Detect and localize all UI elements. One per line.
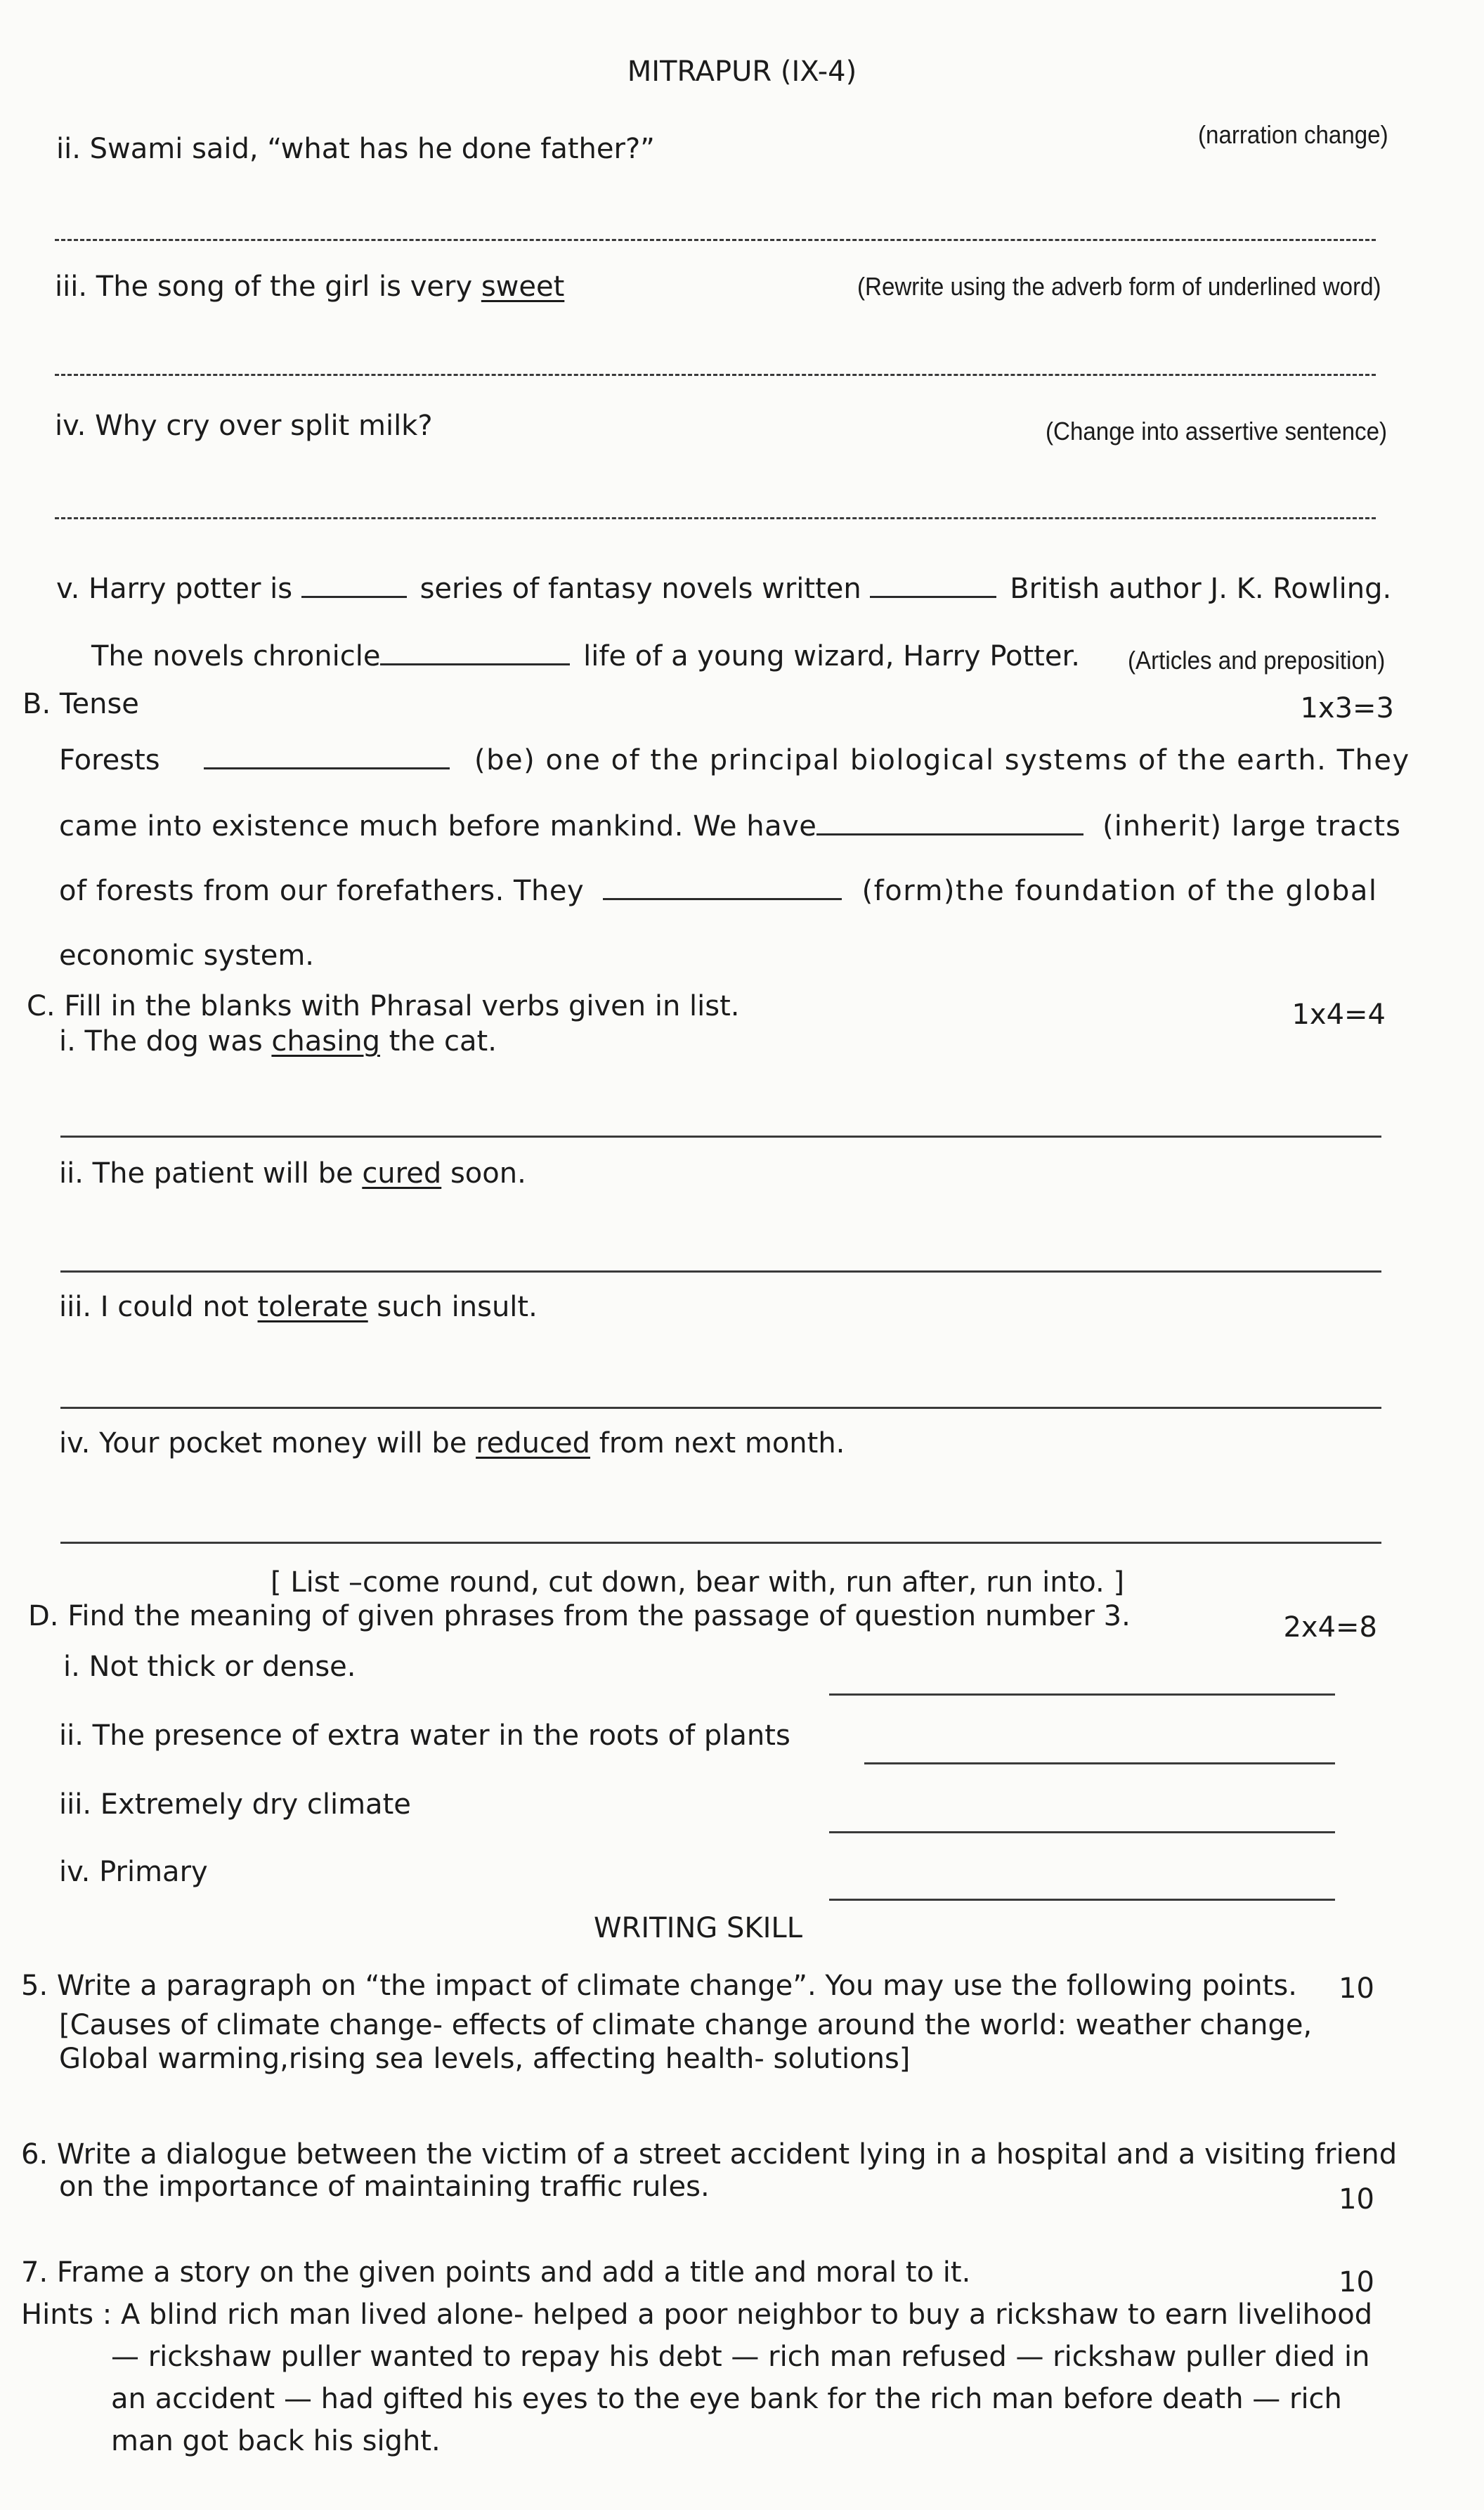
phrasal-item-2: ii. The patient will be cured soon. xyxy=(59,1157,526,1190)
question-a-iii: iii. The song of the girl is very sweet xyxy=(55,271,565,303)
writing-q5-line3: Global warming,rising sea levels, affecting health- solutions] xyxy=(59,2043,911,2075)
writing-skill-heading: WRITING SKILL xyxy=(594,1912,802,1944)
underlined-word: sweet xyxy=(481,271,565,303)
phrasal-item-3: iii. I could not tolerate such insult. xyxy=(59,1291,538,1323)
blank-tense-inherit[interactable] xyxy=(816,812,1083,835)
writing-q7-line3: — rickshaw puller wanted to repay his debt — rich man refused — rickshaw puller died in xyxy=(111,2341,1370,2373)
answer-line-c-ii[interactable] xyxy=(60,1270,1381,1273)
blank-article-2[interactable] xyxy=(380,642,570,665)
instruction-adverb: (Rewrite using the adverb form of underlined word) xyxy=(857,272,1381,301)
meaning-answer-2[interactable] xyxy=(864,1762,1335,1764)
writing-q7-line1: 7. Frame a story on the given points and add a title and moral to it. xyxy=(21,2256,971,2289)
writing-q7-line4: an accident — had gifted his eyes to the eye bank for the rich man before death — rich xyxy=(111,2383,1342,2415)
writing-q5-line2: [Causes of climate change- effects of climate change around the world: weather change, xyxy=(59,2009,1313,2041)
instruction-narration: (narration change) xyxy=(1198,120,1388,149)
answer-line-c-iii[interactable] xyxy=(60,1407,1381,1409)
writing-q5-marks: 10 xyxy=(1339,1972,1374,2005)
answer-line-c-i[interactable] xyxy=(60,1136,1381,1138)
meaning-item-1: i. Not thick or dense. xyxy=(63,1651,356,1683)
meaning-answer-4[interactable] xyxy=(829,1899,1335,1901)
section-d-heading: D. Find the meaning of given phrases from the passage of question number 3. xyxy=(28,1600,1131,1632)
phrasal-item-1: i. The dog was chasing the cat. xyxy=(59,1025,497,1058)
meaning-answer-1[interactable] xyxy=(829,1693,1335,1696)
writing-q6-marks: 10 xyxy=(1339,2183,1374,2216)
section-b-heading: B. Tense xyxy=(22,688,139,720)
writing-q7-marks: 10 xyxy=(1339,2266,1374,2298)
question-a-v-line2: The novels chronicle life of a young wizard, Harry Potter. xyxy=(91,640,1080,672)
question-a-ii: ii. Swami said, “what has he done father?” xyxy=(56,133,655,165)
tense-line-4: economic system. xyxy=(59,939,315,972)
section-d-marks: 2x4=8 xyxy=(1283,1611,1377,1644)
blank-tense-form[interactable] xyxy=(603,877,842,900)
instruction-assertive: (Change into assertive sentence) xyxy=(1046,417,1388,446)
meaning-answer-3[interactable] xyxy=(829,1831,1335,1833)
meaning-item-3: iii. Extremely dry climate xyxy=(59,1788,411,1821)
meaning-item-2: ii. The presence of extra water in the roots of plants xyxy=(59,1719,790,1752)
blank-preposition-1[interactable] xyxy=(870,575,996,598)
writing-q7-hints: Hints : A blind rich man lived alone- helped a poor neighbor to buy a rickshaw to earn livelihood xyxy=(21,2298,1373,2331)
answer-line-a-iv[interactable] xyxy=(55,517,1376,519)
answer-line-a-iii[interactable] xyxy=(55,374,1376,376)
page-title: MITRAPUR (IX-4) xyxy=(627,56,857,88)
question-a-iv: iv. Why cry over split milk? xyxy=(55,410,433,442)
answer-line-c-iv[interactable] xyxy=(60,1542,1381,1544)
instruction-articles: (Articles and preposition) xyxy=(1128,646,1386,675)
section-c-heading: C. Fill in the blanks with Phrasal verbs given in list. xyxy=(27,990,740,1022)
question-a-v-line1: v. Harry potter is series of fantasy novels written British author J. K. Rowling. xyxy=(56,573,1392,605)
phrasal-verb-list: [ List –come round, cut down, bear with, run after, run into. ] xyxy=(271,1566,1125,1599)
blank-article-1[interactable] xyxy=(301,575,407,598)
writing-q7-line5: man got back his sight. xyxy=(111,2425,441,2457)
section-c-marks: 1x4=4 xyxy=(1291,999,1386,1031)
writing-q6-line1: 6. Write a dialogue between the victim of a street accident lying in a hospital and a visiting friend xyxy=(21,2138,1398,2171)
writing-q5-line1: 5. Write a paragraph on “the impact of climate change”. You may use the following points. xyxy=(21,1970,1297,2002)
tense-line-3: of forests from our forefathers. They (form)the foundation of the global xyxy=(59,875,1378,907)
phrasal-item-4: iv. Your pocket money will be reduced from next month. xyxy=(59,1427,845,1459)
writing-q6-line2: on the importance of maintaining traffic rules. xyxy=(59,2171,710,2203)
tense-line-2: came into existence much before mankind. We have (inherit) large tracts xyxy=(59,810,1401,843)
answer-line-a-ii[interactable] xyxy=(55,239,1376,241)
meaning-item-4: iv. Primary xyxy=(59,1856,208,1888)
section-b-marks: 1x3=3 xyxy=(1300,692,1394,724)
tense-line-1: Forests (be) one of the principal biological systems of the earth. They xyxy=(59,744,1410,776)
blank-tense-be[interactable] xyxy=(204,746,450,769)
